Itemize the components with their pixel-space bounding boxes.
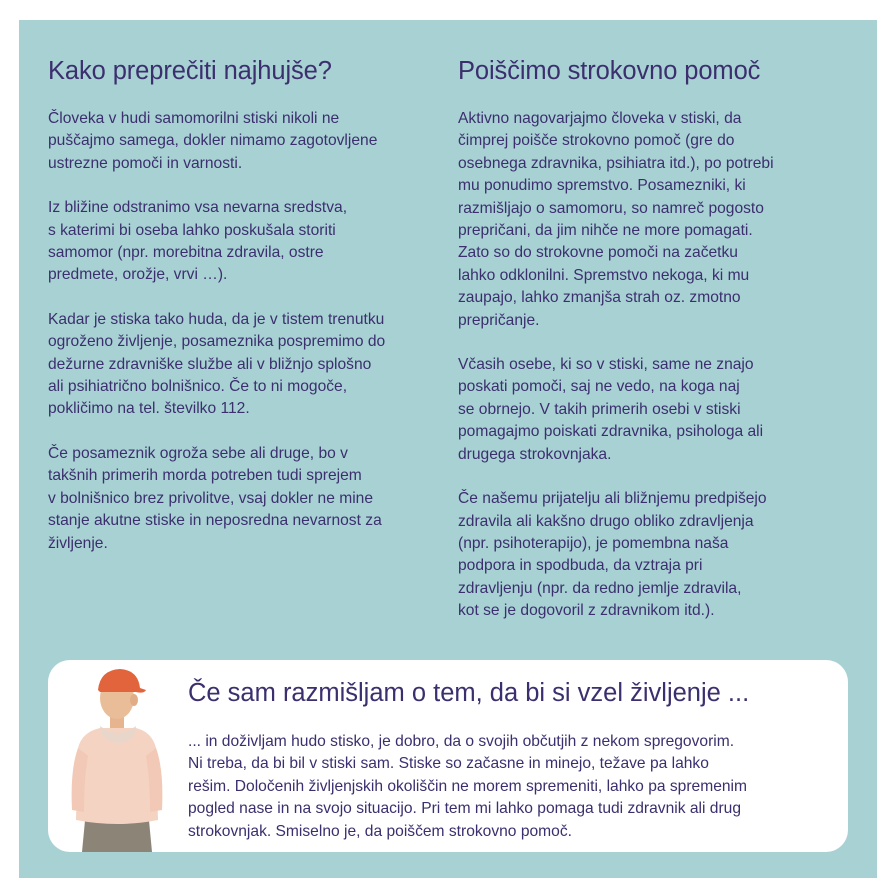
page-background <box>19 20 877 878</box>
left-paragraph: Človeka v hudi samomorilni stiski nikoli ne puščajmo samega, dokler nimamo zagotovljene ustrezne pomoči in varnosti. <box>48 110 378 172</box>
left-paragraph: Iz bližine odstranimo vsa nevarna sredstva, s katerimi bi oseba lahko poskušala storiti samomor (npr. morebitna zdravila, ostre predmete, orožje, vrvi …). <box>48 199 348 284</box>
left-heading: Kako preprečiti najhujše? <box>48 57 332 85</box>
person-icon <box>48 660 178 852</box>
right-paragraph: Če našemu prijatelju ali bližnjemu predpišejo zdravila ali kakšno drugo obliko zdravljenja (npr. psihoterapijo), je pomembna naša podpora in spodbuda, da vztraja pri zdravljenju (npr. da redno jemlje zdravila, kot se je dogovoril z zdravnikom itd.). <box>458 490 767 620</box>
right-heading: Poiščimo strokovno pomoč <box>458 57 761 85</box>
callout-body: ... in doživljam hudo stisko, je dobro, da o svojih občutjih z nekom spregovorim. Ni treba, da bi bil v stiski sam. Stiske so začasne in minejo, težave pa lahko rešim. Določenih življenjskih okoliščin ne morem spremeniti, lahko pa spremenim pogled nase in na svojo situacijo. Pri tem mi lahko pomaga tudi zdravnik ali drug strokovnjak. Smiselno je, da poiščem strokovno pomoč. <box>188 733 747 840</box>
callout-heading: Če sam razmišljam o tem, da bi si vzel življenje ... <box>188 679 750 707</box>
callout-card <box>48 660 848 852</box>
right-paragraph: Včasih osebe, ki so v stiski, same ne znajo poskati pomoči, saj ne vedo, na koga naj se obrnejo. V takih primerih osebi v stiski pomagajmo poiskati zdravnika, psihologa ali drugega strokovnjaka. <box>458 356 764 463</box>
left-paragraph: Če posameznik ogroža sebe ali druge, bo v takšnih primerih morda potreben tudi sprejem v bolnišnico brez privolitve, vsaj dokler ne mine stanje akutne stiske in neposredna nevarnost za življenje. <box>48 444 382 552</box>
left-paragraph: Kadar je stiska tako huda, da je v tistem trenutku ogroženo življenje, posameznika pospremimo do dežurne zdravniške službe ali v bližnjo splošno ali psihiatrično bolnišnico. Če to ni mogoče, pokličimo na tel. številko 112. <box>48 310 386 418</box>
left-column <box>48 56 420 577</box>
right-paragraph: Aktivno nagovarjajmo človeka v stiski, da čimprej poišče strokovno pomoč (gre do osebnega zdravnika, psihiatra itd.), po potrebi mu ponudimo spremstvo. Posamezniki, ki razmišljajo o samomoru, so namreč pogosto prepričani, da jim nihče ne more pomagati. Zato so do strokovne pomoči na začetku lahko odklonilni. Spremstvo nekoga, ki mu zaupajo, lahko zmanjša strah oz. zmotno prepričanje. <box>458 110 774 329</box>
right-column <box>458 56 828 645</box>
